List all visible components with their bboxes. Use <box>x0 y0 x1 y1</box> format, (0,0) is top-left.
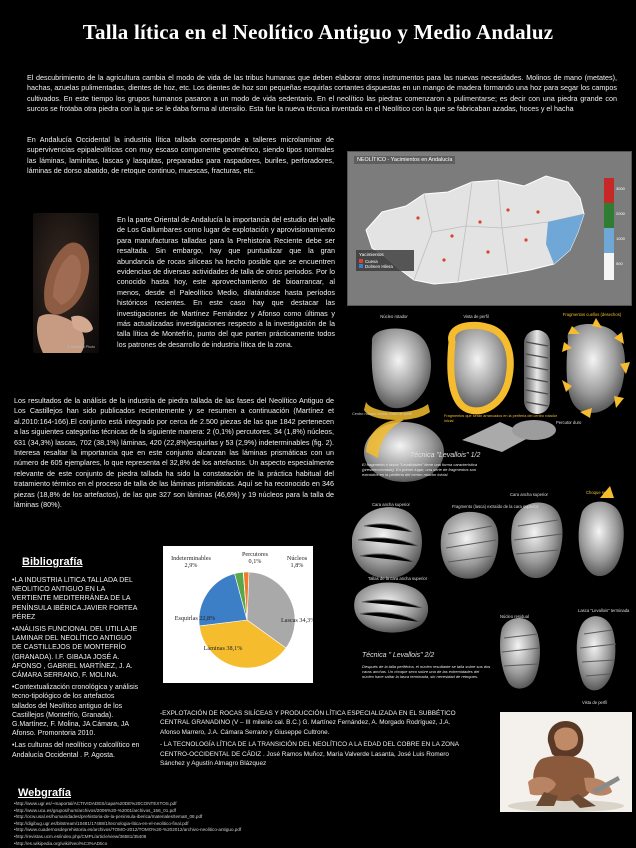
lev-top-label: Vista de perfil <box>463 314 489 319</box>
web-link[interactable]: •http://www.cuadernosdeprehistoria.es/archivos/TOMO-2012/TOMO%20-%202012/archivo-neolitico-antiguo.pdf <box>14 827 242 833</box>
legend-item: Cueva <box>359 259 411 264</box>
web-link[interactable]: •http://revistas.ucm.es/index.php/CMPL/article/view/36581/35406 <box>14 833 147 839</box>
face-label: Tallas de la cara ancha superior <box>368 576 428 581</box>
lev-top-label: Núcleo rotador <box>380 314 408 319</box>
photo-caption: © Aranzadi Photo <box>67 345 96 349</box>
stone-tool-figure <box>33 213 99 353</box>
poster-title: Talla lítica en el Neolítico Antiguo y Medio Andaluz <box>82 20 554 44</box>
lev-top-label: Fragmentos cuellos (desechos) <box>562 312 622 317</box>
bib-item: •Las culturas del neolítico y calcolítico en Andalucía Occidental . P. Agosta. <box>12 742 140 759</box>
bottom-label: Lasca "Levallois" terminada <box>578 608 630 613</box>
face-label: Fragmento (lasca) extraído de la cara superior <box>452 504 539 509</box>
crown-caption: Centro rotador inicial, Vista de perfil <box>352 412 413 416</box>
levallois-desc-1: El fragmento o lasca "Levalloisien" tiene una forma característica (preseleccionada). En primer lugar, una serie de fragmentos son extraídos en la periferia del centro rotador inicial. <box>362 462 478 477</box>
percutor-label: Percutor duro <box>556 420 582 425</box>
web-link[interactable]: •http://es.wikipedia.org/wiki/Neol%C3%ADtico <box>14 840 108 846</box>
pie-label: Esquirlas 22,8% <box>174 615 216 622</box>
face-label: Cara ancha superior <box>372 502 410 507</box>
oriental-paragraph: En la parte Oriental de Andalucía la importancia del estudio del valle de Los Gallumbares como lugar de explotación y aprovisionamiento para manufacturas talladas para la Prehistoria Reciente debe ser resaltada. Sin embargo, hay que puntualizar que la gran abundancia de rocas silíceas ha hecho posible que se encuentren evidencias de diversas actividades de talla de otros periodos. Por lo conocido hasta hoy, este aprovechamiento de bioarrancar, al menos, desde el Paleolítico Medio, dilatándose hasta períodos históricos recientes. En este caso hay que destacar las investigaciones de Martínez Fernández y Afonso como últimas y más actualizadas investigaciones respecto a la investigación de la talla lítica de Montefrío, punto del que parten prácticamente todos los patrones de desarrollo de industria lítica de la zona. <box>117 215 335 349</box>
andalucia-map <box>347 151 632 306</box>
legend-item: Dolmen Hilera <box>359 264 411 269</box>
pie-chart <box>163 546 313 683</box>
web-link[interactable]: •http://www.ugr.es/~maportal/ACTIVIDADES/capa%20DE%20CONTEXTOS.pdf <box>14 801 177 806</box>
pie-label: Indeterminables 2,9% <box>171 555 211 569</box>
pie-label: Láminas 38,1% <box>203 645 243 652</box>
webgrafia-heading: Webgrafía <box>18 787 71 799</box>
pie-label: Lascas 34,3% <box>281 617 313 624</box>
crown-caption-2: Fragmentos que serán arrancados en la periferia del centro rotador inicial <box>444 414 558 423</box>
bottom-label: Vista de perfil <box>582 700 608 705</box>
face-label: Cara ancha superior <box>510 492 548 497</box>
bottom-label: Núcleo residual <box>500 614 529 619</box>
neolithic-figure <box>500 712 632 812</box>
bib-item: -EXPLOTACIÓN DE ROCAS SILÍCEAS Y PRODUCCIÓN LÍTICA ESPECIALIZADA EN EL SUBBÉTICO CENTRAL GRANADINO (V – III milenio cal. B.C.) G. Martínez Fernández, A. Morgado Rodríguez, J.A. Afonso Marrero, J.A. Cámara Serrano y Giuseppe Cultrone. <box>160 710 456 736</box>
bibliografia-list-2 <box>160 709 460 771</box>
levallois-title-1: Técnica "Levallois" 1/2 <box>410 452 481 459</box>
elevation-ticks: 3000 2000 1000 500 <box>616 186 625 266</box>
bibliografia-heading: Bibliografía <box>22 556 83 568</box>
legend-item: Yacimientos <box>359 252 384 257</box>
elevation-scale <box>604 178 614 280</box>
map-shape <box>348 152 633 307</box>
pie-label: Percutores 0,1% <box>241 551 269 565</box>
web-link[interactable]: •http://ocw.usal.es/humanidades/prehistoria-de-la-peninsula-iberica/materiales/tema8_08.pdf <box>14 814 203 820</box>
webgrafia-list <box>14 801 374 847</box>
neolithic-figure-illustration <box>500 712 632 812</box>
choque-label: Choque seco <box>586 490 611 495</box>
levallois-illustration <box>352 312 632 712</box>
bib-item: - LA TECNOLOGÍA LÍTICA DE LA TRANSICIÓN DEL NEOLÍTICO A LA EDAD DEL COBRE EN LA ZONA CENTRO-OCCIDENTAL DE CÁDIZ . José Ramos Muñoz, María Valverde Lasanta, José Luis Romero Sánchez y Agustín Almagro Blázquez <box>160 741 459 768</box>
occidental-paragraph: En Andalucía Occidental la industria lítica tallada corresponde a talleres microlaminar de supervivencias epipaleolíticas con muy escaso componente geométrico, siendo tipos normales las láminas, laminitas, lascas y lasquitas, preparadas para raspadores, buriles, perforadores, láminas de dorso abatido, de retoque continuo, muescas, fracturas, etc. <box>27 135 334 176</box>
levallois-title-2: Técnica " Levallois" 2/2 <box>362 652 435 659</box>
web-link[interactable]: •http://digibug.ugr.es/bitstream/10481/17488/1/tecnologia-litica-en-el-neolitico-final.pdf <box>14 820 189 826</box>
results-paragraph: Los resultados de la análisis de la industria de piedra tallada de las fases del Neolítico Antiguo de Los Castillejos han sido publicados recientemente y se resumen a continuación (Martínez et al.2010:164-166).El conjunto está integrado por cerca de 2.500 piezas de las que 1842 pertenecen a las siguientes categorías técnicas de la siguiente manera: 2 (0,1%) percutores, 34 (1,8%) núcleos, 631 (34,3%) lascas, 702 (38,1%) láminas, 420 (22,8%)esquirlas y 53 (2,9%) indeterminables (fig. 2). Interesa resaltar la importancia que en este conjunto alcanzan las láminas prismáticas con un número de 605 ejemplares, lo que representa el 32,8% de los artefactos. Un aspecto especialmente relevante de este conjunto de piedra tallada ha sido la constatación de la práctica habitual del tratamiento térmico en el proceso de talla de las láminas prismáticas. Aquí se ha reconocido en 346 piezas (18,8% de los artefactos), de las que 327 son láminas (46,6%) y 19 núcleos para la talla de láminas (80%). <box>14 396 334 510</box>
bib-item: •Contextualización cronológica y análisis tecno-tipológico de los artefactos tallados del Neolítico antiguo de los Castillejos (Montefrío, Granada). G.Martínez, F. Molina, JA Cámara, JA Afonso. Promontoria 2010. <box>12 684 139 738</box>
pie-label: Núcleos 1,8% <box>286 555 308 569</box>
map-legend <box>356 250 414 271</box>
bibliografia-list <box>12 576 140 763</box>
map-title: NEOLÍTICO - Yacimientos en Andalucía <box>354 156 455 164</box>
web-link[interactable]: •http://www.uca.es/grupos/hum/archivos/2006%20-%2001/archivos_156_01.pdf <box>14 807 176 813</box>
bib-item: •ANÁLISIS FUNCIONAL DEL UTILLAJE LAMINAR DEL NEOLÍTICO ANTIGUO DE CASTILLEJOS DE MONTEFRÍO (GRANADA). I.F. GIBAJA JOSÉ A. AFONSO , GABRIEL MARTÍNEZ, J. A. CÁMARA SERRANO, F. MOLINA. <box>12 626 138 680</box>
stone-tool-photo <box>33 213 99 353</box>
pie-svg <box>163 546 313 683</box>
intro-paragraph: El descubrimiento de la agricultura cambia el modo de vida de las tribus humanas que deben elaborar otros instrumentos para las nuevas necesidades. Molinos de mano (metates), hachas, azuelas pulimentadas, dientes de hoz, etc. Los dientes de hoz son pequeñas esquirlas cortantes dispuestas en un mango de madera formando una hoz para segar los campos cultivados. En este tiempo los grupos humanos pasaron a un modo de vida sedentario. En el neolítico las piedras comenzaron a pulimentarse; es decir con una piedra grande con surcos se frotaba otra piedra con la que se le daba forma al utensilio. Esta fue la nueva técnica inventada en el Neolítico con la que se fabricaban azadas, hoces y el hacha <box>27 73 617 114</box>
bib-item: •LA INDUSTRIA LITICA TALLADA DEL NEOLITICO ANTIGUO EN LA VERTIENTE MEDITERRÁNEA DE LA PENÍNSULA IBÉRICA.JAVIER FORTEA PÉREZ <box>12 577 137 621</box>
levallois-desc-2: Después de la talla periférica, el núcleo resultante se talla sobre sus dos caras anchas. Un choque seco sobre una de las extremidades del núcleo hace saltar la lasca terminada, sin necesidad de retoques. <box>362 664 491 679</box>
